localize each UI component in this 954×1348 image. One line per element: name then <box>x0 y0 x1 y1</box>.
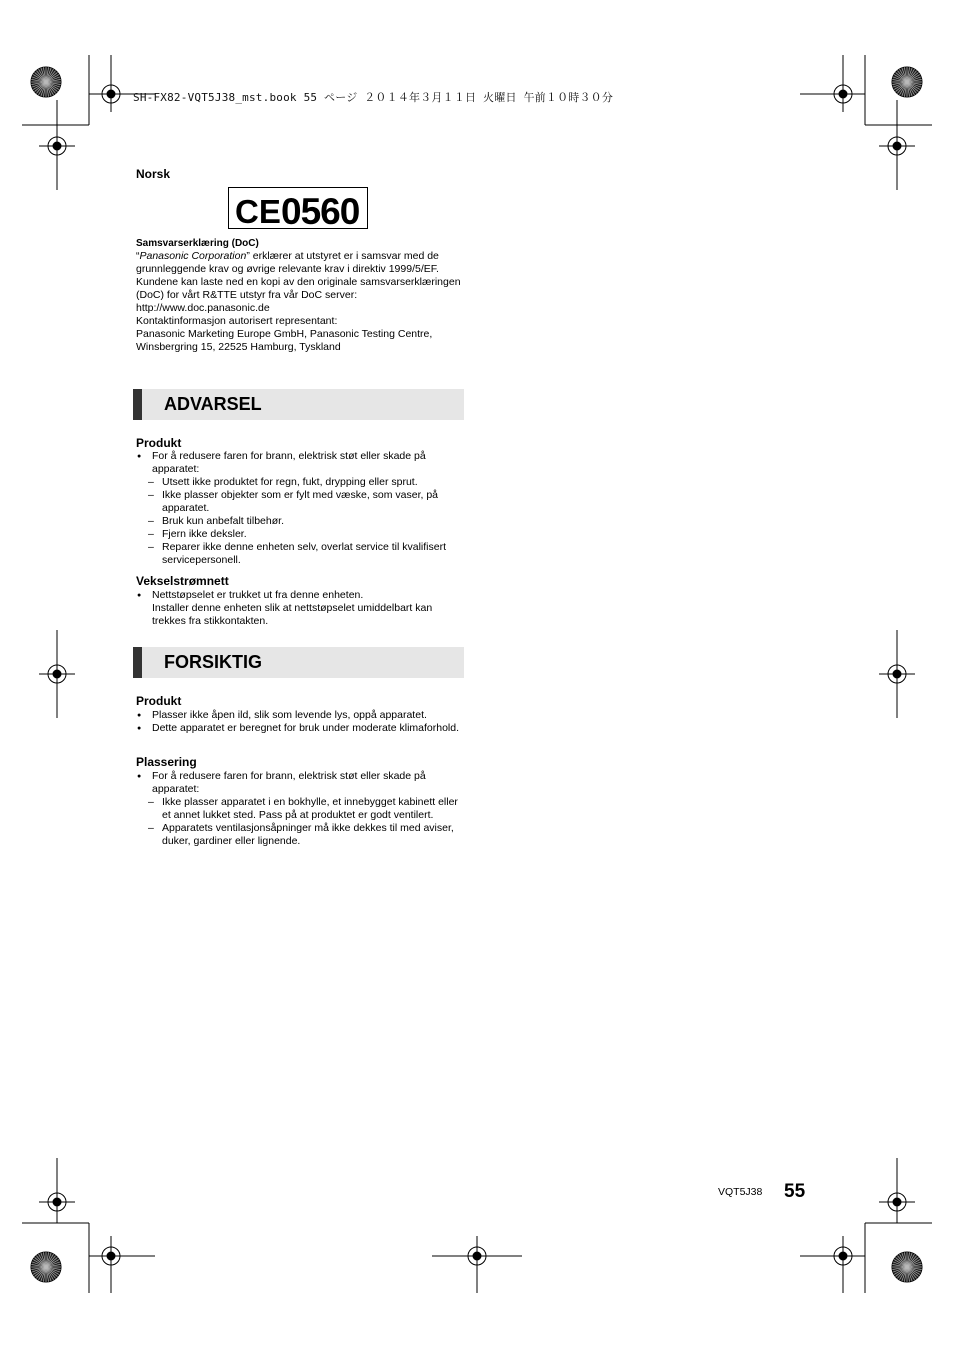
list-item: ● Dette apparatet er beregnet for bruk under moderate klimaforhold. <box>136 722 466 735</box>
advarsel-mains-list <box>136 589 466 628</box>
section-bar-accent <box>133 389 142 420</box>
open-quote: “ <box>136 250 140 262</box>
list-item: ● Plasser ikke åpen ild, slik som levende lys, oppå apparatet. <box>136 709 466 722</box>
list-item: ● For å redusere faren for brann, elektrisk støt eller skade på apparatet: <box>136 450 466 476</box>
forsiktig-placement-list <box>136 770 466 848</box>
list-item: – Utsett ikke produktet for regn, fukt, drypping eller sprut. <box>136 476 466 489</box>
doc-intro <box>136 250 466 276</box>
print-header-line: SH-FX82-VQT5J38_mst.book 55 ページ ２０１４年３月１１日 火曜日 午前１０時３０分 <box>133 91 614 104</box>
section-bar-accent <box>133 647 142 678</box>
advarsel-mains-heading: Vekselstrømnett <box>136 574 229 588</box>
language-heading: Norsk <box>136 167 171 181</box>
list-item: – Fjern ikke deksler. <box>136 528 466 541</box>
company-name: Panasonic Corporation <box>139 250 247 262</box>
forsiktig-product-heading: Produkt <box>136 694 182 708</box>
forsiktig-placement-heading: Plassering <box>136 755 197 769</box>
doc-title: Samsvarserklæring (DoC) <box>136 238 259 249</box>
advarsel-product-heading: Produkt <box>136 436 182 450</box>
forsiktig-product-list <box>136 709 466 735</box>
list-item: – Reparer ikke denne enheten selv, overlat service til kvalifisert servicepersonell. <box>136 541 466 567</box>
list-item-continuation: Installer denne enheten slik at nettstøpselet umiddelbart kan trekkes fra stikkontakten. <box>152 602 433 627</box>
list-item: ● For å redusere faren for brann, elektrisk støt eller skade på apparatet: <box>136 770 466 796</box>
doc-intro-rest: ” erklærer at utstyret er i samsvar med de grunnleggende krav og øvrige relevante krav i direktiv 1999/5/EF. <box>136 250 439 275</box>
contact-line: Winsbergring 15, 22525 Hamburg, Tyskland <box>136 341 341 353</box>
contact-line: Panasonic Marketing Europe GmbH, Panasonic Testing Centre, <box>136 328 433 340</box>
page-number: 55 <box>784 1181 806 1202</box>
doc-url: http://www.doc.panasonic.de <box>136 302 270 314</box>
document-code: VQT5J38 <box>718 1186 763 1198</box>
list-item: ● Nettstøpselet er trukket ut fra denne enheten. <box>136 589 466 602</box>
forsiktig-section-header <box>133 647 464 678</box>
forsiktig-title: FORSIKTIG <box>164 652 262 672</box>
list-item: – Ikke plasser apparatet i en bokhylle, et innebygget kabinett eller et annet lukket sted. Pass på at produktet er godt ventilert. <box>136 796 466 822</box>
ce-marking <box>228 187 368 229</box>
list-item: – Apparatets ventilasjonsåpninger må ikke dekkes til med aviser, duker, gardiner eller lignende. <box>136 822 466 848</box>
list-item: – Bruk kun anbefalt tilbehør. <box>136 515 466 528</box>
list-item: – Ikke plasser objekter som er fylt med væske, som vaser, på apparatet. <box>136 489 466 515</box>
advarsel-product-list <box>136 450 466 567</box>
doc-download-text: Kundene kan laste ned en kopi av den originale samsvarserklæringen (DoC) for vårt R&TTE utstyr fra vår DoC server: <box>136 276 461 301</box>
advarsel-section-header <box>133 389 464 420</box>
advarsel-title: ADVARSEL <box>164 394 262 414</box>
ce-logo-icon <box>229 188 369 230</box>
contact-label: Kontaktinformasjon autorisert representant: <box>136 315 338 327</box>
ce-number: 0560 <box>281 191 360 230</box>
declaration-of-conformity <box>136 237 466 354</box>
ce-symbol: CE <box>235 193 281 230</box>
